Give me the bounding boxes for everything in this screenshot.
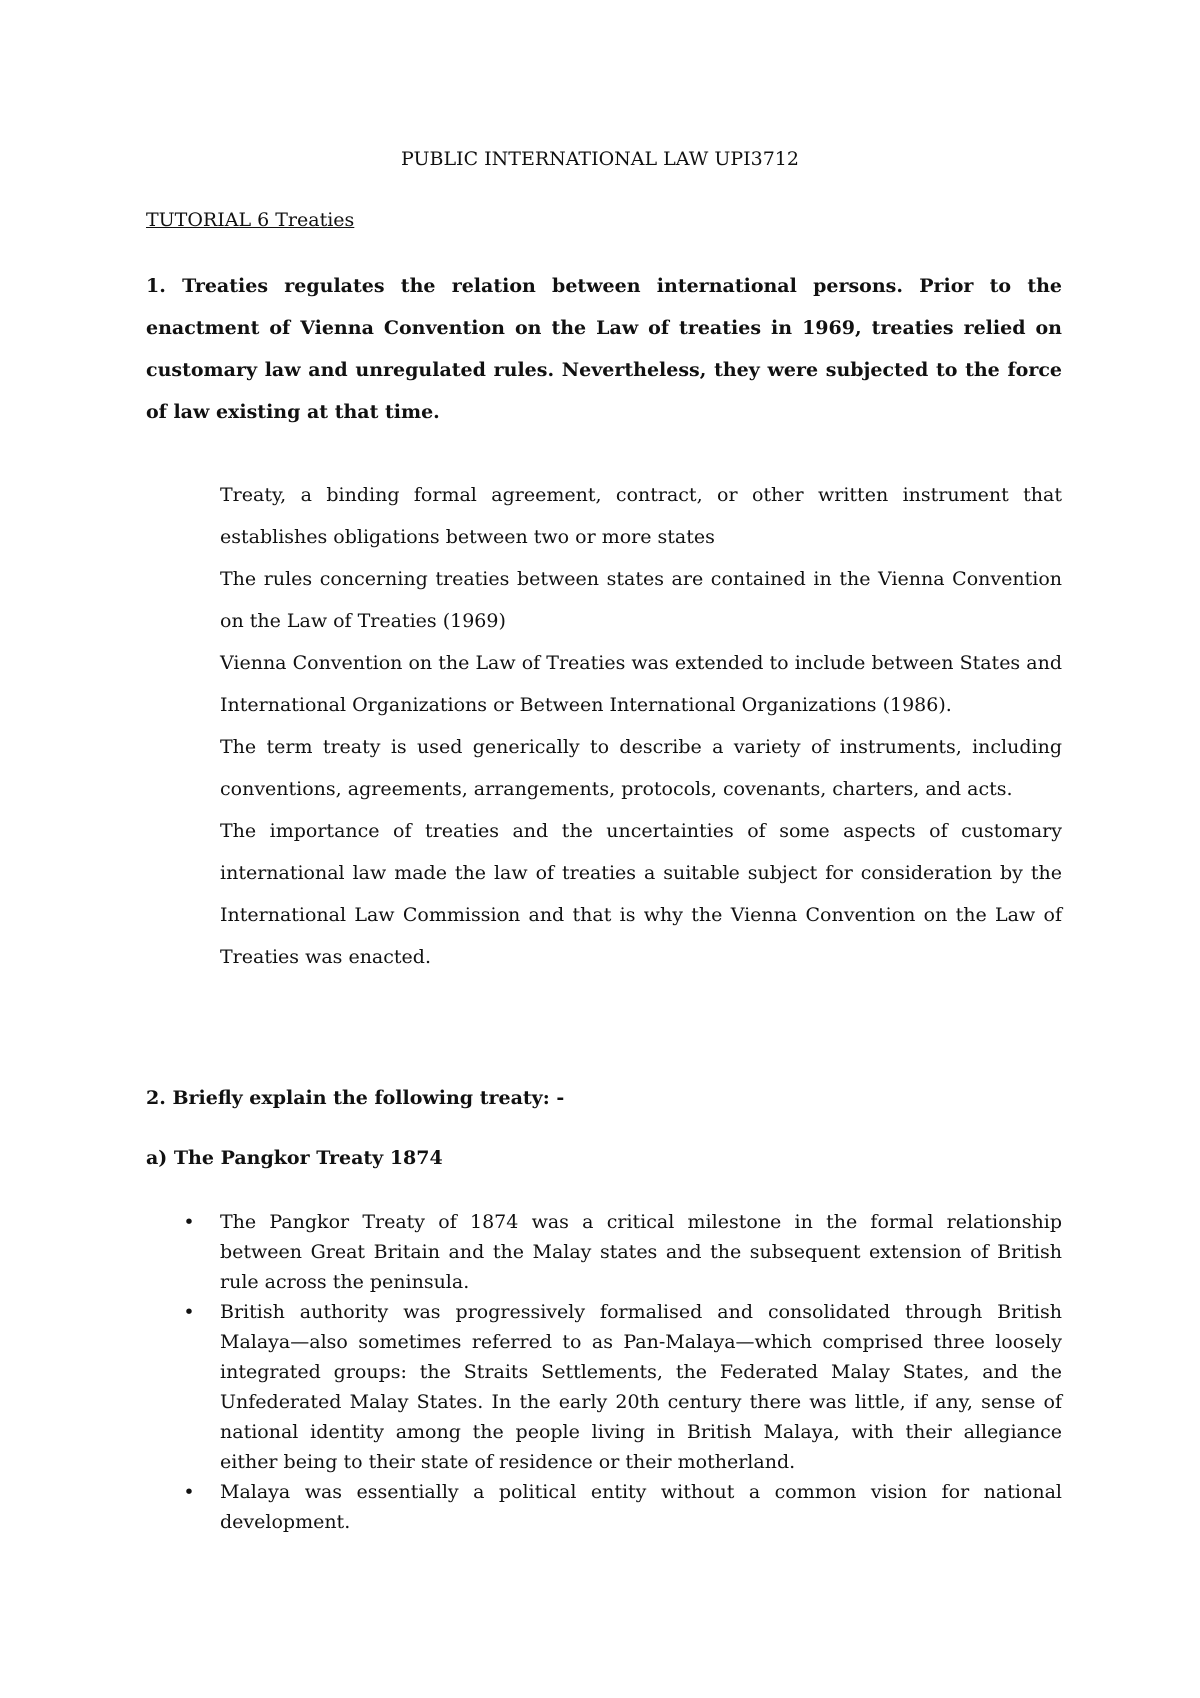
list-item — [146, 642, 1062, 726]
list-item-text: The term treaty is used generically to describe a variety of instruments, including conventions, agreements, arrangements, protocols, covenants, charters, and acts. — [220, 736, 1062, 800]
list-item — [146, 1297, 1062, 1477]
list-item — [146, 726, 1062, 810]
list-item — [146, 810, 1062, 978]
question-1-text: 1. Treaties regulates the relation between international persons. Prior to the enactment of Vienna Convention on the Law of treaties in 1969, treaties relied on customary law and unregulated rules. Nevertheless, they were subjected to the force of law existing at that time. — [146, 275, 1062, 423]
list-item-text: British authority was progressively formalised and consolidated through British Malaya—also sometimes referred to as Pan-Malaya—which comprised three loosely integrated groups: the Straits Settlements, the Federated Malay States, and the Unfederated Malay States. In the early 20th century there was little, if any, sense of national identity among the people living in British Malaya, with their allegiance either being to their state of residence or their motherland. — [220, 1301, 1062, 1473]
list-item-text: Treaty, a binding formal agreement, contract, or other written instrument that establishes obligations between two or more states — [220, 484, 1062, 548]
list-item — [146, 1477, 1062, 1537]
bullet-dot-icon: • — [183, 1481, 195, 1503]
question-2-heading: 2. Briefly explain the following treaty: - — [146, 1087, 565, 1109]
list-item-text: Malaya was essentially a political entity without a common vision for national development. — [220, 1481, 1062, 1533]
list-item-text: The rules concerning treaties between states are contained in the Vienna Convention on the Law of Treaties (1969) — [220, 568, 1062, 632]
question-2a-heading: a) The Pangkor Treaty 1874 — [146, 1147, 443, 1169]
list-item-text: The Pangkor Treaty of 1874 was a critical milestone in the formal relationship between Great Britain and the Malay states and the subsequent extension of British rule across the peninsula. — [220, 1211, 1062, 1293]
bullet-dot-icon: • — [183, 1301, 195, 1323]
question-2a-bullet-list — [146, 1207, 1062, 1537]
bullet-dot-icon: • — [183, 1211, 195, 1233]
list-item-text: Vienna Convention on the Law of Treaties was extended to include between States and International Organizations or Between International Organizations (1986). — [220, 652, 1062, 716]
list-item — [146, 474, 1062, 558]
tutorial-heading: TUTORIAL 6 Treaties — [146, 209, 355, 231]
question-1-bullet-list — [146, 474, 1062, 978]
page-title: PUBLIC INTERNATIONAL LAW UPI3712 — [401, 148, 799, 170]
list-item-text: The importance of treaties and the uncertainties of some aspects of customary international law made the law of treaties a suitable subject for consideration by the International Law Commission and that is why the Vienna Convention on the Law of Treaties was enacted. — [220, 820, 1062, 968]
list-item — [146, 1207, 1062, 1297]
list-item — [146, 558, 1062, 642]
